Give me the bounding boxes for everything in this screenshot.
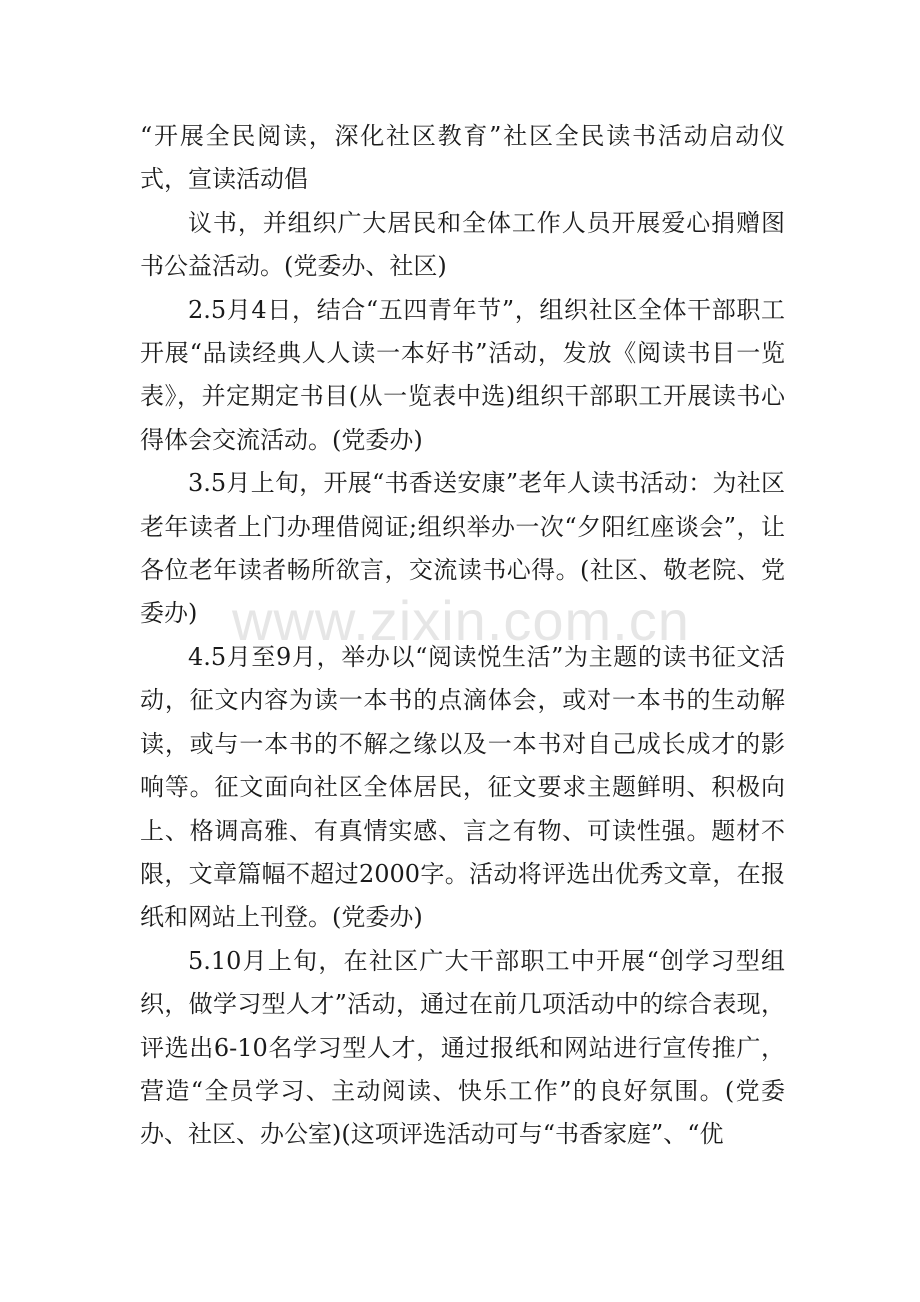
watermark: www.zixin.com.cn — [232, 589, 690, 652]
paragraph-item-2: 2.5月4日，结合“五四青年节”，组织社区全体干部职工开展“品读经典人人读一本好书”活动，发放《阅读书目一览表》，并定期定书目(从一览表中选)组织干部职工开展读书心得体会交流活动。(党委办) — [140, 295, 785, 454]
paragraph-item-4: 4.5月至9月，举办以“阅读悦生活”为主题的读书征文活动，征文内容为读一本书的点滴体会，或对一本书的生动解读，或与一本书的不解之缘以及一本书对自己成长成才的影响等。征文面向社区全体居民，征文要求主题鲜明、积极向上、格调高雅、有真情实感、言之有物、可读性强。题材不限，文章篇幅不超过2000字。活动将评选出优秀文章，在报纸和网站上刊登。(党委办) — [140, 642, 785, 932]
paragraph-proposal: 议书，并组织广大居民和全体工作人员开展爱心捐赠图书公益活动。(党委办、社区) — [140, 208, 785, 281]
document-body — [140, 115, 785, 1157]
paragraph-intro-continued: “开展全民阅读，深化社区教育”社区全民读书活动启动仪式，宣读活动倡 — [140, 122, 785, 194]
paragraph-item-5: 5.10月上旬，在社区广大干部职工中开展“创学习型组织，做学习型人才”活动，通过在前几项活动中的综合表现，评选出6-10名学习型人才，通过报纸和网站进行宣传推广，营造“全员学习、主动阅读、快乐工作”的良好氛围。(党委办、社区、办公室)(这项评选活动可与“书香家庭”、“优 — [140, 946, 785, 1149]
paragraph-item-3: 3.5月上旬，开展“书香送安康”老年人读书活动：为社区老年读者上门办理借阅证;组织举办一次“夕阳红座谈会”，让各位老年读者畅所欲言，交流读书心得。(社区、敬老院、党委办) — [140, 469, 785, 628]
